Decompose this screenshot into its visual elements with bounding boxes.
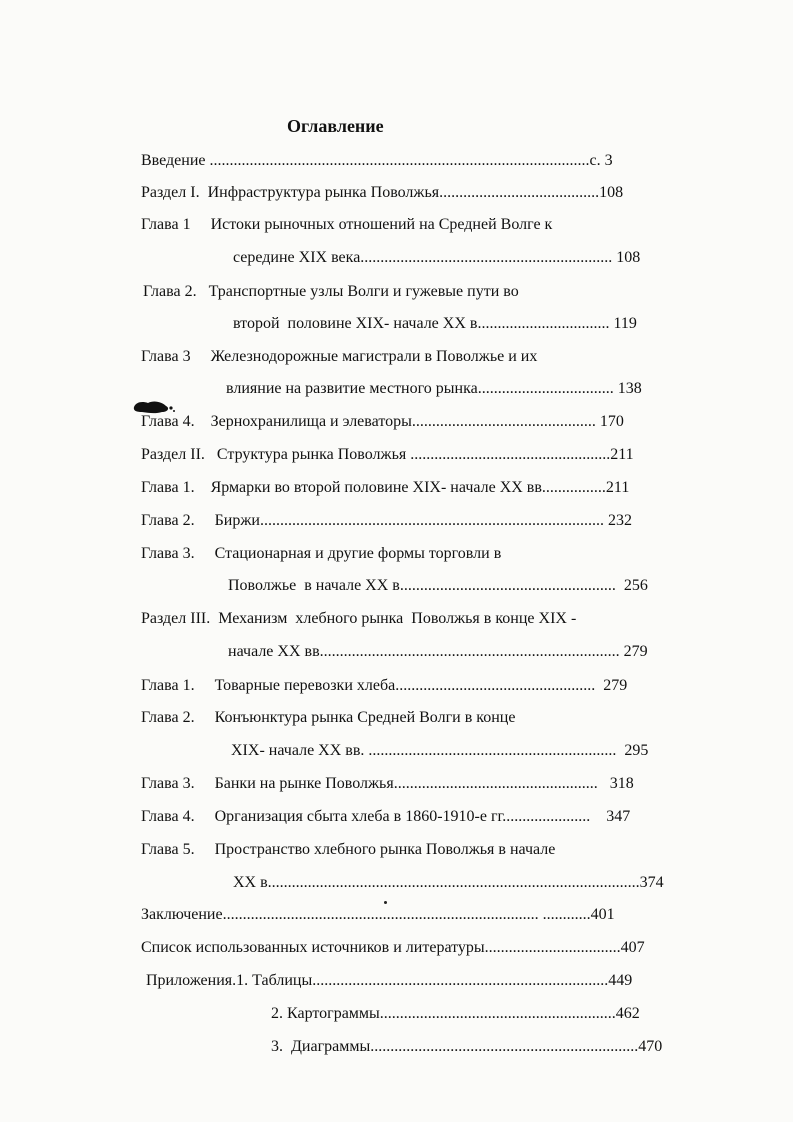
toc-line-ch2-3: Глава 3. Стационарная и другие формы торговли в [141, 545, 502, 562]
toc-line-sources: Список использованных источников и литературы..................................407 [141, 939, 645, 956]
toc-line-ch1-1: Глава 1 Истоки рыночных отношений на Средней Волге к [141, 216, 553, 233]
toc-line-section-1: Раздел I. Инфраструктура рынка Поволжья........................................108 [141, 184, 624, 201]
toc-line-ch1-3-cont: влияние на развитие местного рынка.................................. 138 [226, 380, 642, 397]
toc-line-ch2-1: Глава 1. Ярмарки во второй половине XIX- начале XX вв................211 [141, 479, 630, 496]
toc-line-ch3-1: Глава 1. Товарные перевозки хлеба.................................................. 279 [141, 677, 628, 694]
toc-line-ch3-2: Глава 2. Конъюнктура рынка Средней Волги в конце [141, 709, 516, 726]
toc-line-ch1-2: Глава 2. Транспортные узлы Волги и гужевые пути во [143, 283, 519, 300]
toc-line-ch1-4: Глава 4. Зернохранилища и элеваторы.............................................. 170 [141, 413, 624, 430]
ink-blot [132, 399, 176, 415]
toc-line-conclusion: Заключение............................................................................... ............401 [141, 906, 615, 923]
toc-line-intro: Введение ...............................................................................................с. 3 [141, 152, 613, 169]
toc-line-ch2-3-cont: Поволжье в начале XX в...................................................... 256 [228, 577, 648, 594]
toc-line-ch3-5-cont: XX в.............................................................................................374 [233, 874, 664, 891]
page-title: Оглавление [287, 116, 384, 136]
toc-line-ch1-1-cont: середине XIX века............................................................... 108 [233, 249, 641, 266]
toc-line-ch3-3: Глава 3. Банки на рынке Поволжья................................................... 318 [141, 775, 634, 792]
toc-line-section-3: Раздел III. Механизм хлебного рынка Поволжья в конце XIX - [141, 610, 577, 627]
toc-line-ch3-5: Глава 5. Пространство хлебного рынка Поволжья в начале [141, 841, 556, 858]
toc-line-appendix-tables: Приложения.1. Таблицы..........................................................................449 [146, 972, 633, 989]
toc-line-section-3-cont: начале XX вв........................................................................... 279 [228, 643, 648, 660]
scan-dot [384, 901, 387, 904]
toc-line-ch1-2-cont: второй половине XIX- начале XX в................................. 119 [233, 315, 637, 332]
toc-line-ch1-3: Глава 3 Железнодорожные магистрали в Поволжье и их [141, 348, 538, 365]
toc-line-appendix-cartograms: 2. Картограммы...........................................................462 [271, 1005, 640, 1022]
toc-line-section-2: Раздел II. Структура рынка Поволжья ..................................................211 [141, 446, 634, 463]
toc-line-ch2-2: Глава 2. Биржи...................................................................................... 232 [141, 512, 632, 529]
toc-line-ch3-4: Глава 4. Организация сбыта хлеба в 1860-1910-е гг...................... 347 [141, 808, 631, 825]
toc-line-ch3-2-cont: XIX- начале XX вв. .............................................................. 295 [231, 742, 649, 759]
toc-line-appendix-diagrams: 3. Диаграммы...................................................................470 [271, 1038, 663, 1055]
